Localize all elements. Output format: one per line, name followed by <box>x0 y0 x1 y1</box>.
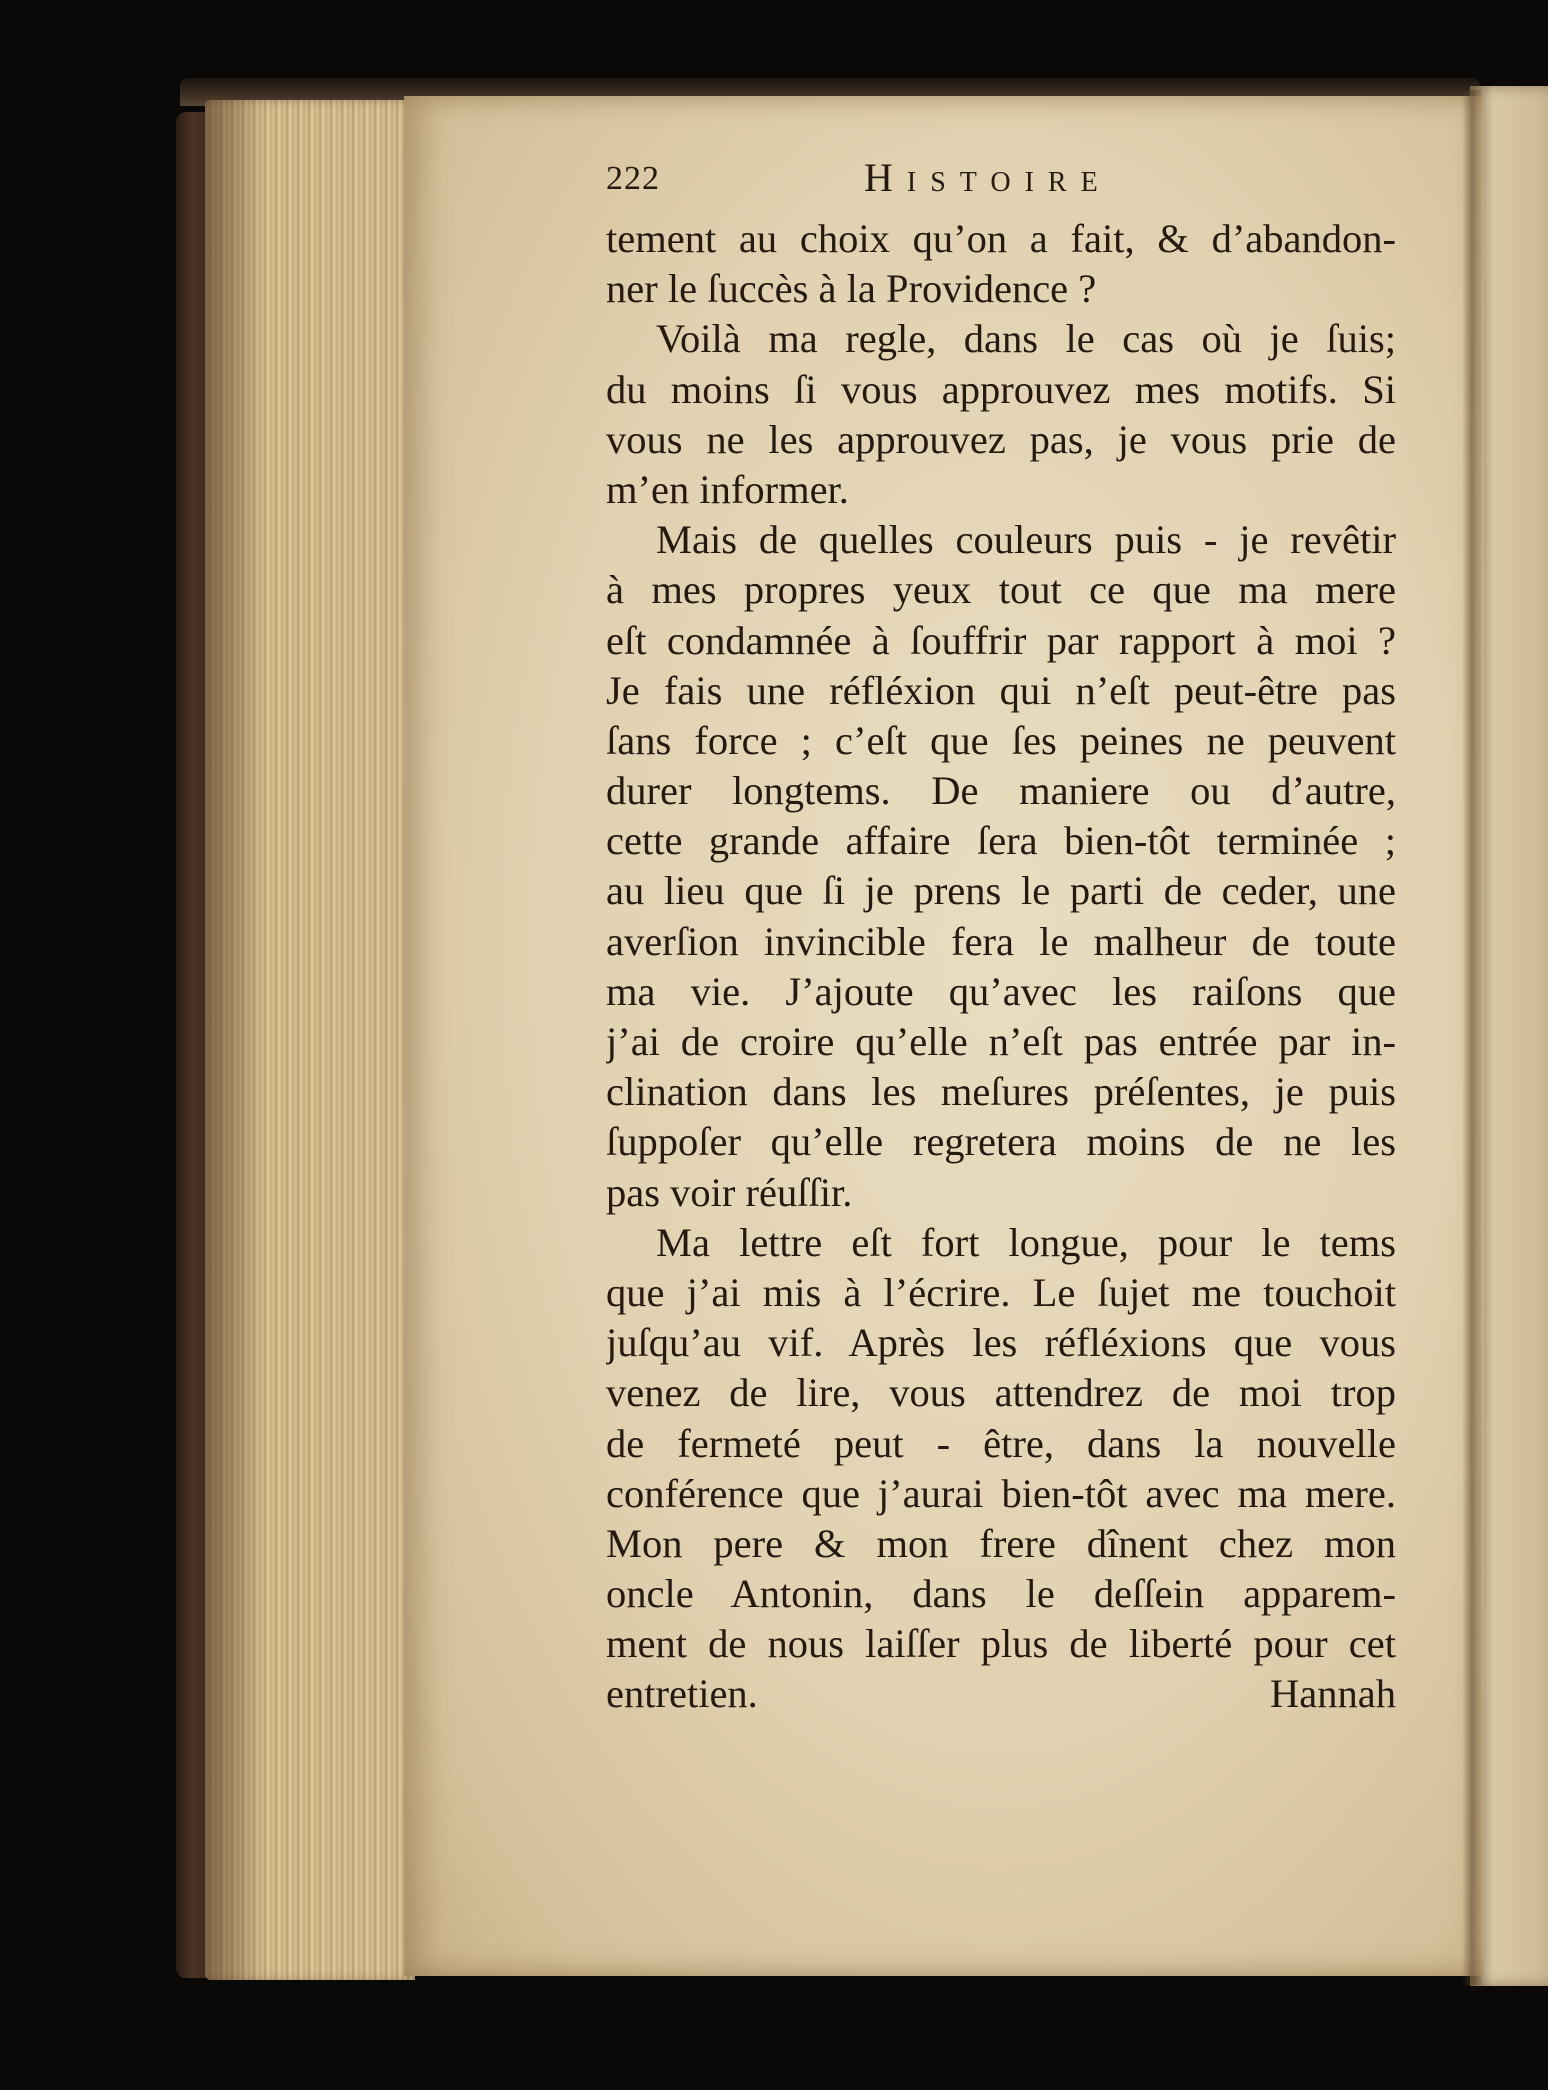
text-line: au lieu que ſi je prens le parti de ceder, une <box>606 868 1396 914</box>
text-line: tement au choix qu’on a fait, & d’abandon- <box>606 216 1396 261</box>
text-line: ſuppoſer qu’elle regretera moins de ne les <box>606 1119 1396 1165</box>
page-edges-shadow <box>205 100 265 1980</box>
text-line: du moins ſi vous approuvez mes motifs. Si <box>606 366 1396 412</box>
text-line: pas voir réuſſir. <box>606 1169 853 1215</box>
text-line: ſans force ; c’eſt que ſes peines ne peuvent <box>606 717 1396 763</box>
text-line: Je fais une réfléxion qui n’eſt peut-être pas <box>606 667 1396 713</box>
text-line: averſion invincible fera le malheur de toute <box>606 918 1396 964</box>
text-line: Mon pere & mon frere dînent chez mon <box>606 1520 1396 1566</box>
text-line: vous ne les approuvez pas, je vous prie de <box>606 416 1396 462</box>
text-line: Ma lettre eſt fort longue, pour le tems <box>656 1219 1396 1265</box>
text-line: que j’ai mis à l’écrire. Le ſujet me touchoit <box>606 1269 1396 1315</box>
catchword: Hannah <box>1270 1671 1396 1717</box>
text-line: ment de nous laiſſer plus de liberté pour cet <box>606 1621 1396 1667</box>
text-line: à mes propres yeux tout ce que ma mere <box>606 567 1396 613</box>
text-line: Mais de quelles couleurs puis - je revêtir <box>656 517 1396 563</box>
page-number: 222 <box>606 160 660 197</box>
text-line: juſqu’au vif. Après les réfléxions que vous <box>606 1320 1396 1366</box>
text-line: de fermeté peut - être, dans la nouvelle <box>606 1420 1396 1466</box>
text-line: ner le ſuccès à la Providence ? <box>606 266 1097 312</box>
text-line: durer longtems. De maniere ou d’autre, <box>606 768 1396 814</box>
final-line-text: entretien. <box>606 1671 758 1717</box>
text-line: Voilà ma regle, dans le cas où je ſuis; <box>656 316 1396 362</box>
text-line: j’ai de croire qu’elle n’eſt pas entrée par in- <box>606 1019 1396 1064</box>
final-text-line <box>606 1669 1396 1719</box>
text-line: conférence que j’aurai bien-tôt avec ma mere. <box>606 1470 1396 1516</box>
text-line: ma vie. J’ajoute qu’avec les raiſons que <box>606 968 1396 1014</box>
page-header <box>606 155 1396 214</box>
text-line: cette grande affaire ſera bien-tôt terminée ; <box>606 818 1396 864</box>
page-text-block <box>606 155 1396 1720</box>
text-line: clination dans les meſures préſentes, je puis <box>606 1069 1396 1115</box>
text-line: venez de lire, vous attendrez de moi trop <box>606 1370 1396 1416</box>
text-line: eſt condamnée à ſouffrir par rapport à moi ? <box>606 617 1396 663</box>
running-head: Histoire <box>864 155 1112 200</box>
page-gutter <box>1462 90 1482 1985</box>
text-line: oncle Antonin, dans le deſſein apparem- <box>606 1571 1396 1617</box>
text-line: m’en informer. <box>606 466 849 512</box>
